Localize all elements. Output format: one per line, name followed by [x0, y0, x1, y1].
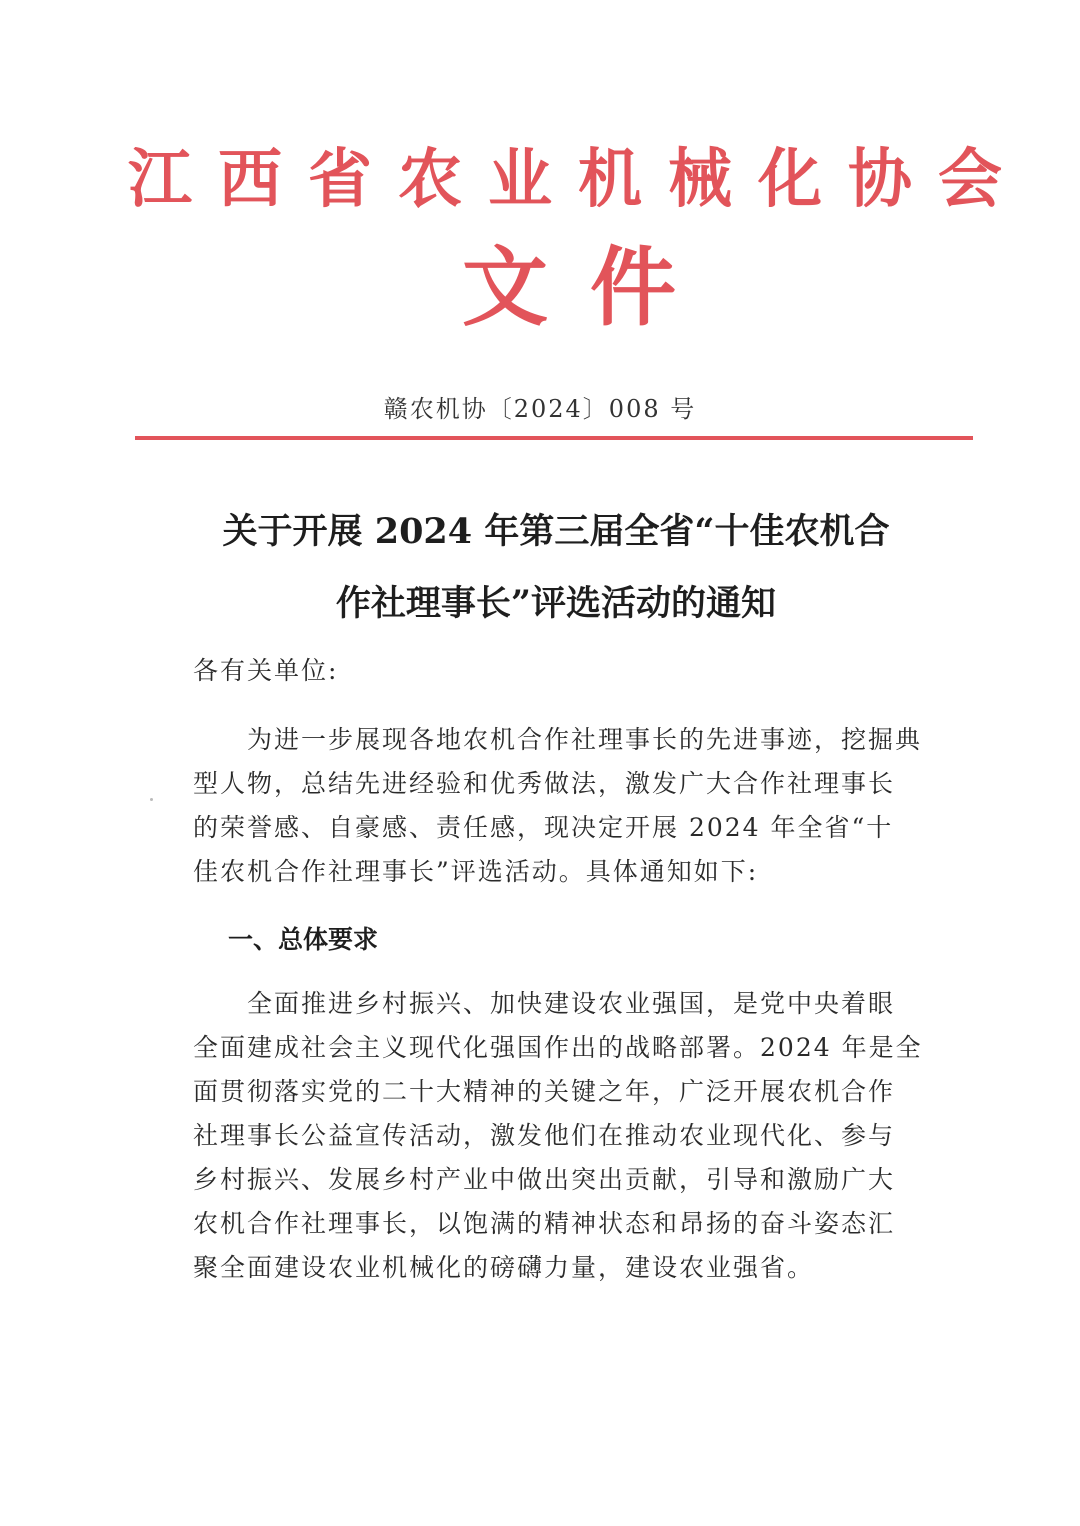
section-heading: 一、总体要求 [228, 925, 379, 954]
paragraph-line: 型人物，总结先进经验和优秀做法，激发广大合作社理事长 [193, 769, 896, 798]
requirements-paragraph [193, 982, 923, 1290]
document-title-line: 关于开展 2024 年第三届全省“十佳农机合 [222, 511, 890, 552]
intro-paragraph [193, 718, 923, 894]
paragraph-line: 农机合作社理事长，以饱满的精神状态和昂扬的奋斗姿态汇 [193, 1209, 896, 1238]
scan-speck [150, 798, 153, 801]
document-title-line: 作社理事长”评选活动的通知 [335, 583, 777, 624]
red-divider-line [135, 436, 973, 440]
paragraph-line: 佳农机合作社理事长”评选活动。具体通知如下: [193, 857, 759, 886]
paragraph-line: 的荣誉感、自豪感、责任感，现决定开展 2024 年全省“十 [193, 813, 894, 842]
paragraph-line: 全面建成社会主义现代化强国作出的战略部署。2024 年是全 [193, 1033, 923, 1062]
paragraph-line: 乡村振兴、发展乡村产业中做出突出贡献，引导和激励广大 [193, 1165, 896, 1194]
paragraph-line: 面贯彻落实党的二十大精神的关键之年，广泛开展农机合作 [193, 1077, 896, 1106]
salutation: 各有关单位: [193, 656, 339, 685]
paragraph-line: 全面推进乡村振兴、加快建设农业强国，是党中央着眼 [193, 989, 896, 1018]
paragraph-line: 为进一步展现各地农机合作社理事长的先进事迹，挖掘典 [193, 725, 923, 754]
issuing-organization-name: 江西省农业机械化协会 [128, 142, 1028, 217]
document-label: 文件 [462, 237, 718, 338]
document-title [186, 496, 926, 640]
paragraph-line: 社理事长公益宣传活动，激发他们在推动农业现代化、参与 [193, 1121, 896, 1150]
paragraph-line: 聚全面建设农业机械化的磅礴力量，建设农业强省。 [193, 1253, 815, 1282]
document-number: 赣农机协〔2024〕008 号 [383, 395, 697, 423]
